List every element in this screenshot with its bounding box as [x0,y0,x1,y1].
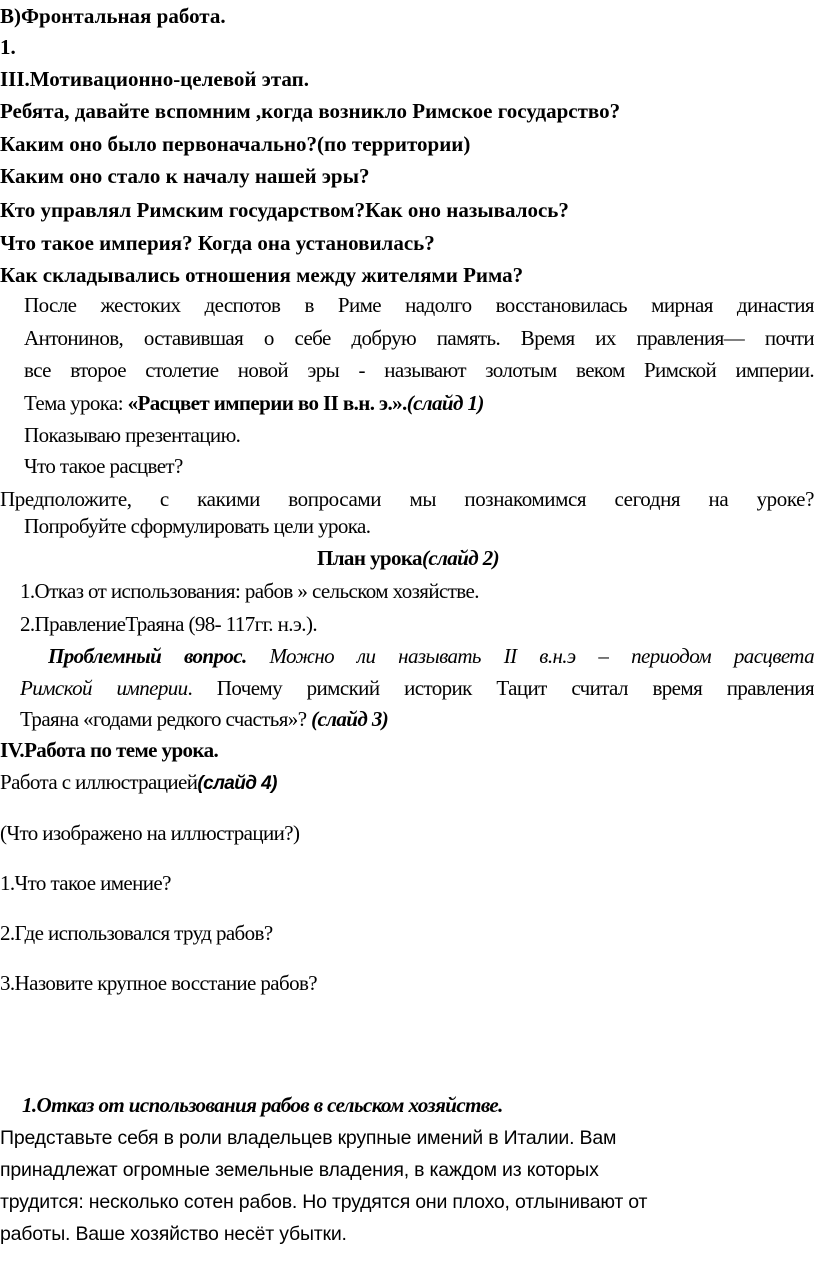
text-line: Что такое расцвет? [24,454,183,478]
illustration-label: Работа с иллюстрацией [0,770,198,794]
problem-text: Можно ли называть II в.н.э – периодом расцвета [246,644,814,668]
paragraph-line: Антонинов, оставившая о себе добрую память. Время их правления— почти [24,326,814,350]
problem-text: . Почему римский историк Тацит считал время правления [187,676,814,700]
section-heading: III.Мотивационно-целевой этап. [0,67,309,91]
text-line: Попробуйте сформулировать цели урока. [24,514,371,538]
text-line: Показываю презентацию. [24,423,241,447]
text-line: Предположите, с какими вопросами мы познакомимся сегодня на уроке? [0,487,814,511]
topic-title: «Расцвет империи во II в.н. э.». [127,391,407,415]
topic-label: Тема урока: [24,391,128,415]
problem-label: Проблемный вопрос. [48,644,247,668]
plan-item: 2.ПравлениеТраяна (98- 117гг. н.э.). [20,612,317,636]
paragraph-line: принадлежат огромные земельные владения, в каждом из которых [0,1159,599,1181]
section-heading: В)Фронтальная работа. [0,4,226,28]
slide-ref: (слайд 2) [421,546,499,570]
question: Ребята, давайте вспомним ,когда возникло Римское государство? [0,99,621,123]
question: Кто управлял Римским государством?Как оно называлось? [0,198,569,222]
subsection-heading: 1.Отказ от использования рабов в сельском хозяйстве. [22,1093,503,1117]
slide-ref: (слайд 1) [406,391,484,415]
question: 3.Назовите крупное восстание рабов? [0,971,318,995]
question: Каким оно стало к началу нашей эры? [0,164,370,188]
section-heading: IV.Работа по теме урока. [0,738,219,762]
slide-ref: (слайд 4) [197,773,277,794]
paragraph-line: все второе столетие новой эры - называют золотым веком Римской империи. [24,358,814,382]
question: 1.Что такое имение? [0,871,171,895]
problem-line [20,704,388,734]
lesson-topic [24,388,484,418]
plan-heading [0,543,816,573]
paragraph-line: После жестоких деспотов в Риме надолго восстановилась мирная династия [24,293,814,317]
problem-text: Траяна «годами редкого счастья»? [20,707,312,731]
plan-title: План урока [317,546,422,570]
problem-line [48,641,814,671]
paragraph-line: трудится: несколько сотен рабов. Но трудятся они плохо, отлынивают от [0,1191,648,1213]
text-line: (Что изображено на иллюстрации?) [0,821,300,845]
question: Что такое империя? Когда она установилась? [0,231,435,255]
item-number: 1. [0,35,16,59]
question: Как складывались отношения между жителями Рима? [0,263,524,287]
paragraph-line: Представьте себя в роли владельцев крупные имений в Италии. Вам [0,1127,617,1149]
paragraph-line: работы. Ваше хозяйство несёт убытки. [0,1223,347,1245]
slide-ref: (слайд 3) [311,707,389,731]
plan-item: 1.Отказ от использования: рабов » сельском хозяйстве. [20,579,479,603]
problem-line [20,673,814,703]
problem-text: Римской империи [20,676,188,700]
text-line [0,767,277,797]
question: 2.Где использовался труд рабов? [0,921,273,945]
question: Каким оно было первоначально?(по территории) [0,132,471,156]
